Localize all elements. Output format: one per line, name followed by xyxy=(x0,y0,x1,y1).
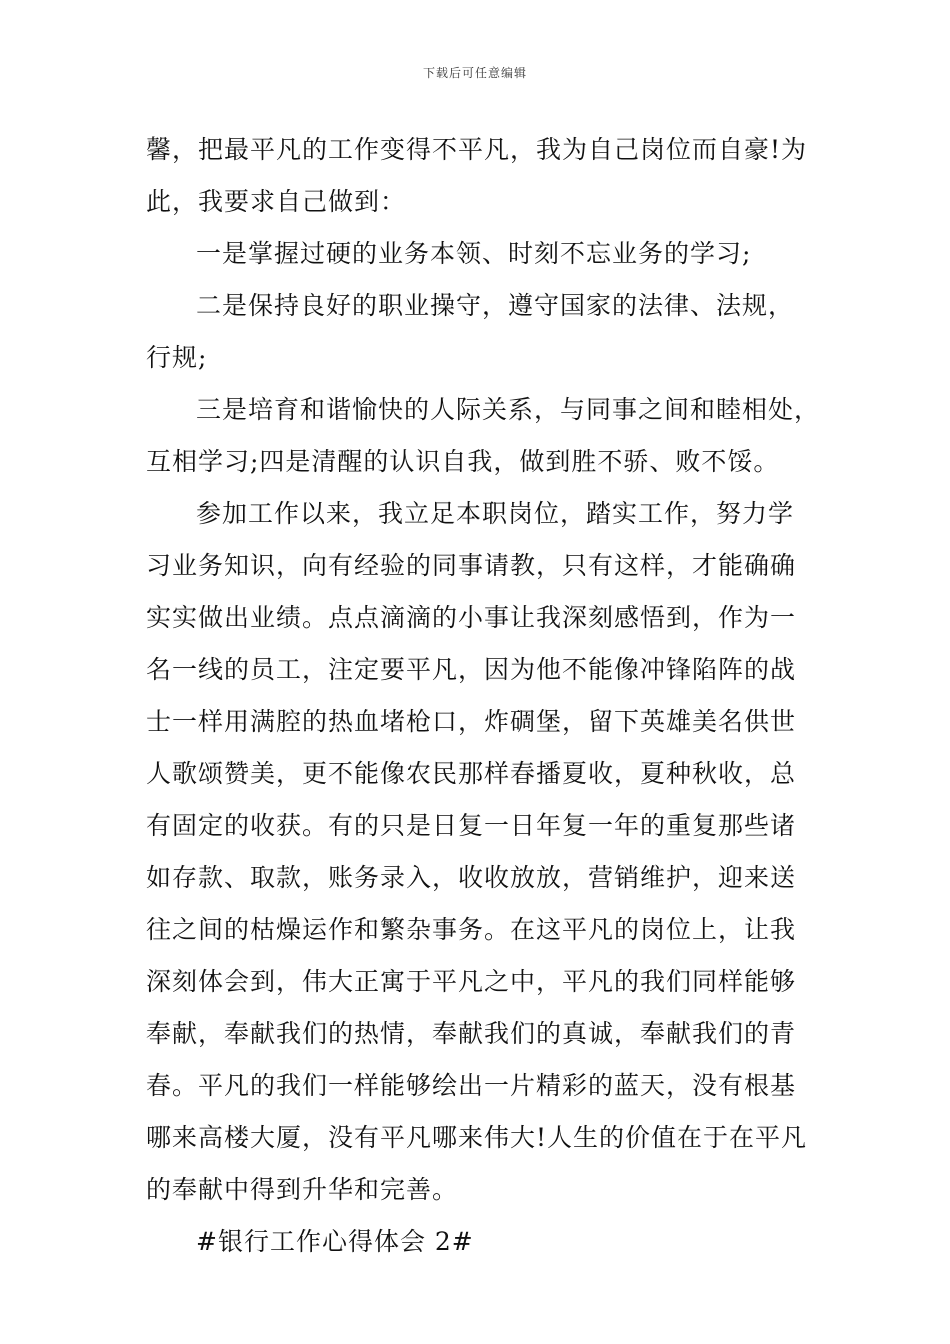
text-line: 馨，把最平凡的工作变得不平凡，我为自己岗位而自豪!为 xyxy=(146,135,808,164)
text-line: 春。平凡的我们一样能够绘出一片精彩的蓝天，没有根基 xyxy=(146,1071,797,1100)
text-line: 习业务知识，向有经验的同事请教，只有这样，才能确确 xyxy=(146,551,797,580)
text-line: 参加工作以来，我立足本职岗位，踏实工作，努力学 xyxy=(196,499,795,528)
text-line: 名一线的员工，注定要平凡，因为他不能像冲锋陷阵的战 xyxy=(146,655,797,684)
text-line: 奉献，奉献我们的热情，奉献我们的真诚，奉献我们的青 xyxy=(146,1019,797,1048)
text-line: 行规; xyxy=(146,343,208,372)
text-line: 士一样用满腔的热血堵枪口，炸碉堡，留下英雄美名供世 xyxy=(146,707,797,736)
document-body xyxy=(146,130,821,1274)
text-line: 有固定的收获。有的只是日复一日年复一年的重复那些诸 xyxy=(146,811,797,840)
text-line: 互相学习;四是清醒的认识自我，做到胜不骄、败不馁。 xyxy=(146,447,780,476)
text-line: 的奉献中得到升华和完善。 xyxy=(146,1175,459,1204)
text-line: 人歌颂赞美，更不能像农民那样春播夏收，夏种秋收，总 xyxy=(146,759,797,788)
text-line: 哪来高楼大厦，没有平凡哪来伟大!人生的价值在于在平凡 xyxy=(146,1123,808,1152)
page-header: 下载后可任意编辑 xyxy=(422,66,527,80)
text-line: 一是掌握过硬的业务本领、时刻不忘业务的学习; xyxy=(196,239,752,268)
section-heading: #银行工作心得体会 2# xyxy=(196,1227,474,1256)
text-line: 此，我要求自己做到： xyxy=(146,187,407,216)
text-line: 二是保持良好的职业操守，遵守国家的法律、法规， xyxy=(196,291,795,320)
text-line: 深刻体会到，伟大正寓于平凡之中，平凡的我们同样能够 xyxy=(146,967,797,996)
text-line: 三是培育和谐愉快的人际关系，与同事之间和睦相处， xyxy=(196,395,821,424)
text-line: 实实做出业绩。点点滴滴的小事让我深刻感悟到，作为一 xyxy=(146,603,797,632)
text-line: 往之间的枯燥运作和繁杂事务。在这平凡的岗位上，让我 xyxy=(146,915,797,944)
text-line: 如存款、取款，账务录入，收收放放，营销维护，迎来送 xyxy=(146,863,797,892)
